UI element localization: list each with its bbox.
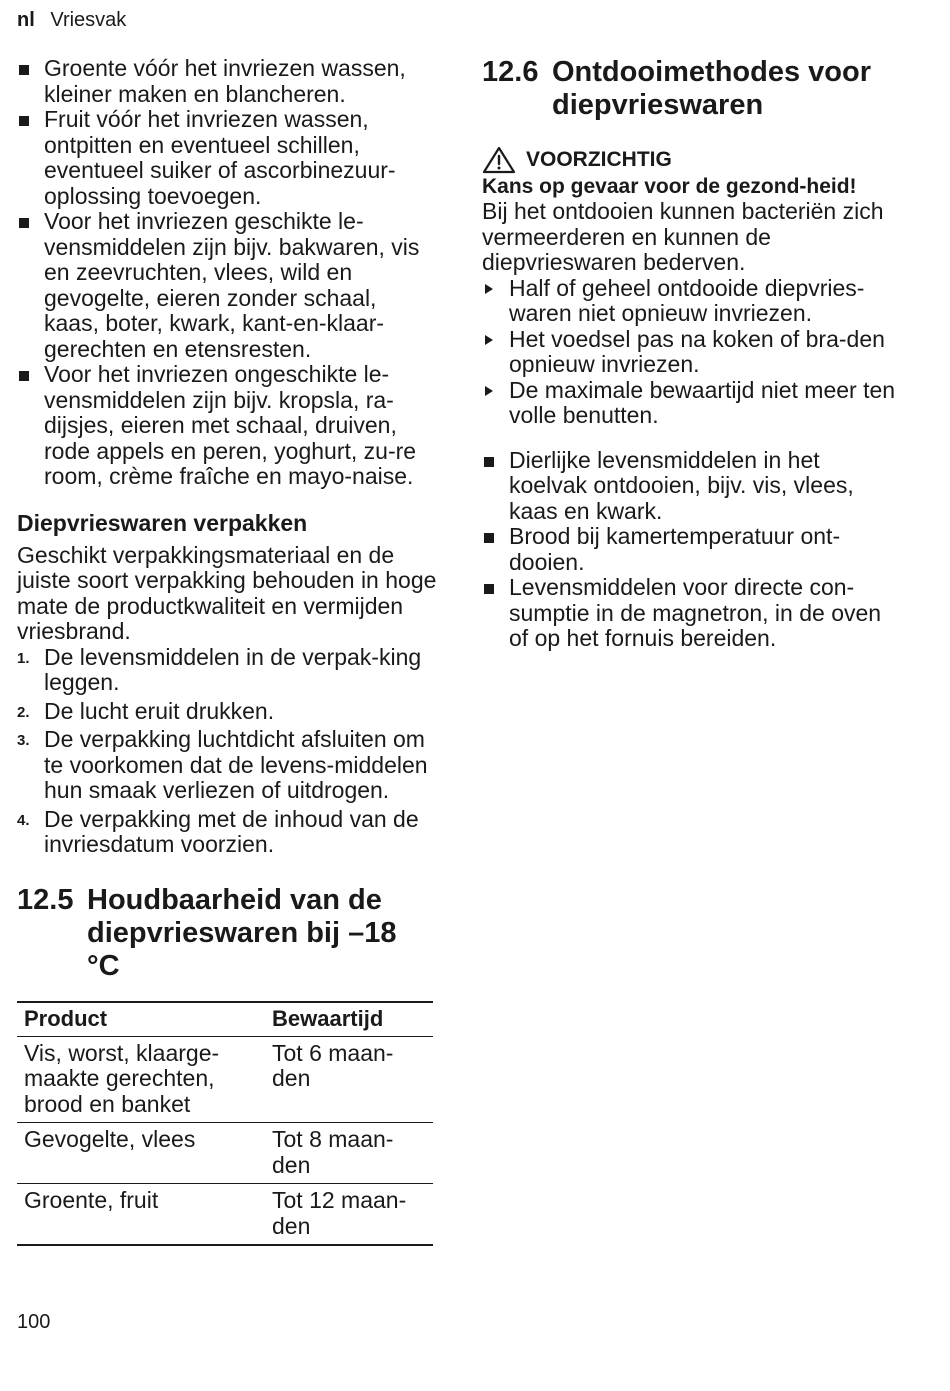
step-item <box>17 645 437 696</box>
step-number: 2. <box>17 703 30 721</box>
section-heading-text: Ontdooimethodes voor diepvrieswaren <box>552 56 871 121</box>
table-header-row <box>17 1002 433 1037</box>
table-cell: Tot 8 maan-den <box>265 1123 433 1184</box>
thawing-methods-list <box>482 448 902 652</box>
right-column <box>482 56 902 652</box>
section-12-6-heading <box>482 56 902 122</box>
language-code: nl <box>17 9 35 31</box>
action-item: Het voedsel pas na koken of bra-den opnieuw invriezen. <box>482 327 902 378</box>
action-item: De maximale bewaartijd niet meer ten volle benutten. <box>482 378 902 429</box>
freezing-tips-list <box>17 56 437 490</box>
column-header-storage-time: Bewaartijd <box>265 1002 433 1037</box>
step-text: De lucht eruit drukken. <box>44 697 275 724</box>
list-item: Fruit vóór het invriezen wassen, ontpitten en eventueel schillen, eventueel suiker of ascorbinezuur-oplossing toevoegen. <box>17 107 437 209</box>
warning-actions-list <box>482 276 902 429</box>
table-row <box>17 1036 433 1123</box>
table-cell: Vis, worst, klaarge-maakte gerechten, brood en banket <box>17 1036 265 1123</box>
list-item: Voor het invriezen geschikte le-vensmiddelen zijn bijv. bakwaren, vis en zeevruchten, vlees, wild en gevogelte, eieren zonder schaal, kaas, boter, kwark, kant-en-klaar-gerechten en etensresten. <box>17 209 437 362</box>
step-text: De verpakking met de inhoud van de invriesdatum voorzien. <box>44 805 419 857</box>
step-number: 3. <box>17 732 30 749</box>
list-item: Dierlijke levensmiddelen in het koelvak ontdooien, bijv. vis, vlees, kaas en kwark. <box>482 448 902 525</box>
column-header-product: Product <box>17 1002 265 1037</box>
warning-heading: Kans op gevaar voor de gezond-heid! <box>482 175 857 198</box>
packaging-heading: Diepvrieswaren verpakken <box>17 509 308 536</box>
section-number: 12.6 <box>482 56 539 88</box>
caution-text: VOORZICHTIG <box>526 148 672 171</box>
packaging-steps <box>17 645 437 858</box>
list-item: Voor het invriezen ongeschikte le-vensmiddelen zijn bijv. kropsla, ra-dijsjes, eieren met schaal, druiven, rode appels en peren, yoghurt, zu-re room, crème fraîche en mayo-naise. <box>17 362 437 490</box>
step-text: De verpakking luchtdicht afsluiten om te voorkomen dat de levens-middelen hun smaak verliezen of uitdrogen. <box>44 726 428 803</box>
list-item: Levensmiddelen voor directe con-sumptie in de magnetron, in de oven of op het fornuis bereiden. <box>482 575 902 652</box>
action-item: Half of geheel ontdooide diepvries-waren niet opnieuw invriezen. <box>482 276 902 327</box>
page-number: 100 <box>17 1311 51 1333</box>
warning-triangle-icon <box>482 146 516 174</box>
table-row <box>17 1184 433 1246</box>
step-item <box>17 807 437 858</box>
warning-paragraph: Bij het ontdooien kunnen bacteriën zich vermeerderen en kunnen de diepvrieswaren bederven. <box>482 198 884 275</box>
section-heading-text: Houdbaarheid van de diepvrieswaren bij –18 °C <box>87 883 397 982</box>
table-cell: Groente, fruit <box>17 1184 265 1246</box>
left-column <box>17 56 437 1246</box>
table-cell: Gevogelte, vlees <box>17 1123 265 1184</box>
section-12-5-heading <box>17 884 437 983</box>
list-item: Brood bij kamertemperatuur ont-dooien. <box>482 524 902 575</box>
step-item <box>17 699 437 725</box>
section-title: Vriesvak <box>50 9 127 31</box>
step-number: 4. <box>17 811 30 829</box>
table-row <box>17 1123 433 1184</box>
caution-label <box>482 146 902 174</box>
storage-time-table <box>17 1001 433 1247</box>
step-number: 1. <box>17 649 30 667</box>
table-cell: Tot 6 maan-den <box>265 1036 433 1123</box>
section-number: 12.5 <box>17 883 74 916</box>
step-text: De levensmiddelen in de verpak-king leggen. <box>44 643 422 695</box>
step-item <box>17 727 437 804</box>
table-cell: Tot 12 maan-den <box>265 1184 433 1246</box>
list-item: Groente vóór het invriezen wassen, kleiner maken en blancheren. <box>17 56 437 107</box>
packaging-paragraph: Geschikt verpakkingsmateriaal en de juiste soort verpakking behouden in hoge mate de productkwaliteit en vermijden vriesbrand. <box>17 541 437 644</box>
page-header <box>17 9 126 32</box>
